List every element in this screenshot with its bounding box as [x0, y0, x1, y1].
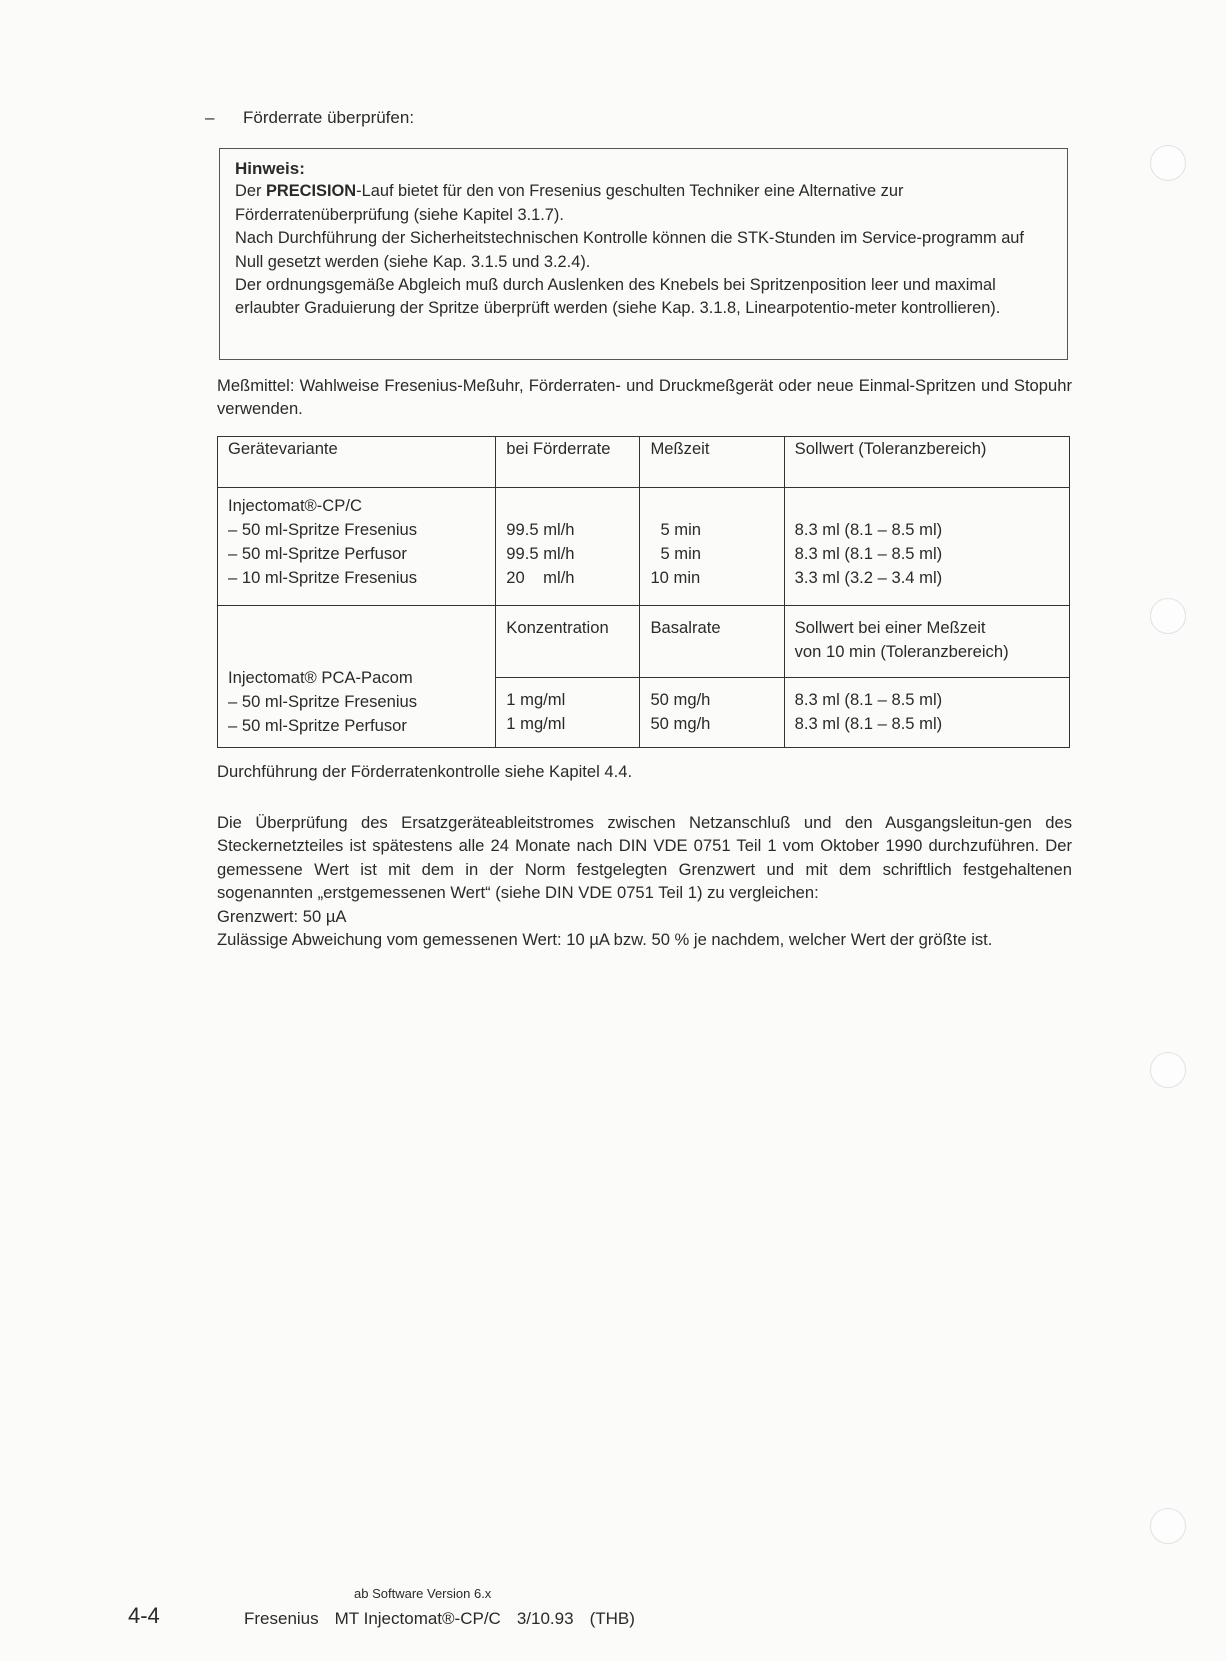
limit-value: Grenzwert: 50 µA	[217, 906, 347, 926]
note-paragraph-1	[235, 180, 1053, 227]
basal-value: 50 mg/h	[650, 714, 711, 733]
table-row-cpc	[218, 488, 1070, 606]
conc-value: 1 mg/ml	[506, 690, 566, 709]
intro-text: Förderrate überprüfen:	[243, 108, 415, 127]
table-header-row	[218, 437, 1070, 488]
variant: – 50 ml-Spritze Fresenius	[228, 520, 418, 539]
measuring-paragraph: Meßmittel: Wahlweise Fresenius-Meßuhr, Förderraten- und Druckmeßgerät oder neue Einmal-Spritzen und Stopuhr verwenden.	[217, 376, 1072, 419]
target-value: 8.3 ml (8.1 – 8.5 ml)	[794, 544, 943, 563]
leakage-section	[217, 811, 1072, 951]
variant: – 10 ml-Spritze Fresenius	[228, 568, 418, 587]
header-target: Sollwert (Toleranzbereich)	[784, 437, 1069, 488]
cell-conc-pca	[496, 678, 640, 748]
subheader-concentration: Konzentration	[496, 606, 640, 678]
time-value: 5 min	[660, 520, 702, 539]
variant: – 50 ml-Spritze Perfusor	[228, 716, 407, 735]
note-title: Hinweis:	[235, 159, 305, 178]
cell-target-cpc	[784, 488, 1069, 606]
table-subheader-row-pca	[218, 606, 1070, 678]
cell-device-pca	[218, 606, 496, 748]
footer-code: (THB)	[589, 1609, 635, 1628]
footer-company: Fresenius	[244, 1609, 319, 1628]
cell-basal-pca	[640, 678, 784, 748]
variant: – 50 ml-Spritze Perfusor	[228, 544, 407, 563]
dash-bullet: –	[205, 108, 215, 127]
target-value: 8.3 ml (8.1 – 8.5 ml)	[794, 690, 943, 709]
header-time: Meßzeit	[640, 437, 784, 488]
subheader-basal-rate: Basalrate	[640, 606, 784, 678]
punch-hole-4	[1150, 1508, 1186, 1544]
basal-value: 50 mg/h	[650, 690, 711, 709]
subheader-target-line-2: von 10 min (Toleranzbereich)	[794, 642, 1009, 661]
note-paragraph-2: Nach Durchführung der Sicherheitstechnischen Kontrolle können die STK-Stunden im Service-programm auf Null gesetzt werden (siehe Kap. 3.1.5 und 3.2.4).	[235, 229, 1024, 271]
procedure-paragraph: Durchführung der Förderratenkontrolle siehe Kapitel 4.4.	[217, 762, 633, 781]
footer-date: 3/10.93	[516, 1609, 574, 1628]
note-p1-pre: Der	[235, 182, 266, 201]
target-value: 8.3 ml (8.1 – 8.5 ml)	[794, 714, 943, 733]
software-version: ab Software Version 6.x	[354, 1586, 492, 1601]
procedure-text	[217, 760, 1072, 783]
variant: – 50 ml-Spritze Fresenius	[228, 692, 418, 711]
cell-target-pca	[784, 678, 1069, 748]
leakage-paragraph: Die Überprüfung des Ersatzgeräteableitstromes zwischen Netzanschluß und den Ausgangsleitun-gen des Steckernetzteiles ist spätestens alle 24 Monate nach DIN VDE 0751 Teil 1 vom Oktober 1990 durchzuführen. Der gemessene Wert ist mit dem in der Norm festgelegten Grenzwert und mit dem schriftlich festgehaltenen sogenannten „erstgemessenen Wert“ (siehe DIN VDE 0751 Teil 1) zu vergleichen:	[217, 813, 1072, 903]
rate-value: 99.5 ml/h	[506, 520, 575, 539]
rate-value: 20 ml/h	[506, 568, 575, 587]
header-rate: bei Förderrate	[496, 437, 640, 488]
intro-item	[205, 108, 414, 128]
device-name: Injectomat® PCA-Pacom	[228, 668, 413, 687]
cell-time-cpc	[640, 488, 784, 606]
note-p1-bold: PRECISION	[265, 182, 357, 201]
delivery-rate-table	[217, 436, 1070, 748]
footer-line	[244, 1609, 651, 1629]
device-name: Injectomat®-CP/C	[228, 496, 362, 515]
note-paragraph-3: Der ordnungsgemäße Abgleich muß durch Auslenken des Knebels bei Spritzenposition leer und maximal erlaubter Graduierung der Spritze überprüft werden (siehe Kap. 3.1.8, Linearpotentio-meter kontrollieren).	[235, 276, 1001, 318]
subheader-target	[784, 606, 1069, 678]
rate-value: 99.5 ml/h	[506, 544, 575, 563]
cell-device-cpc	[218, 488, 496, 606]
conc-value: 1 mg/ml	[506, 714, 566, 733]
subheader-target-line-1: Sollwert bei einer Meßzeit	[794, 618, 986, 637]
punch-hole-2	[1150, 598, 1186, 634]
footer-product: MT Injectomat®-CP/C	[334, 1609, 501, 1628]
time-value: 5 min	[660, 544, 702, 563]
note-box	[219, 148, 1068, 360]
page-number: 4-4	[128, 1603, 160, 1628]
target-value: 3.3 ml (3.2 – 3.4 ml)	[794, 568, 943, 587]
punch-hole-1	[1150, 145, 1186, 181]
measuring-equipment-text	[217, 374, 1072, 421]
deviation-paragraph: Zulässige Abweichung vom gemessenen Wert: 10 µA bzw. 50 % je nachdem, welcher Wert der größte ist.	[217, 930, 993, 950]
note-p1-post: -Lauf bietet für den von Fresenius geschulten Techniker eine Alternative zur Förderratenüberprüfung (siehe Kapitel 3.1.7).	[235, 182, 904, 224]
time-value: 10 min	[650, 568, 701, 587]
punch-hole-3	[1150, 1052, 1186, 1088]
target-value: 8.3 ml (8.1 – 8.5 ml)	[794, 520, 943, 539]
cell-rate-cpc	[496, 488, 640, 606]
header-device: Gerätevariante	[218, 437, 496, 488]
